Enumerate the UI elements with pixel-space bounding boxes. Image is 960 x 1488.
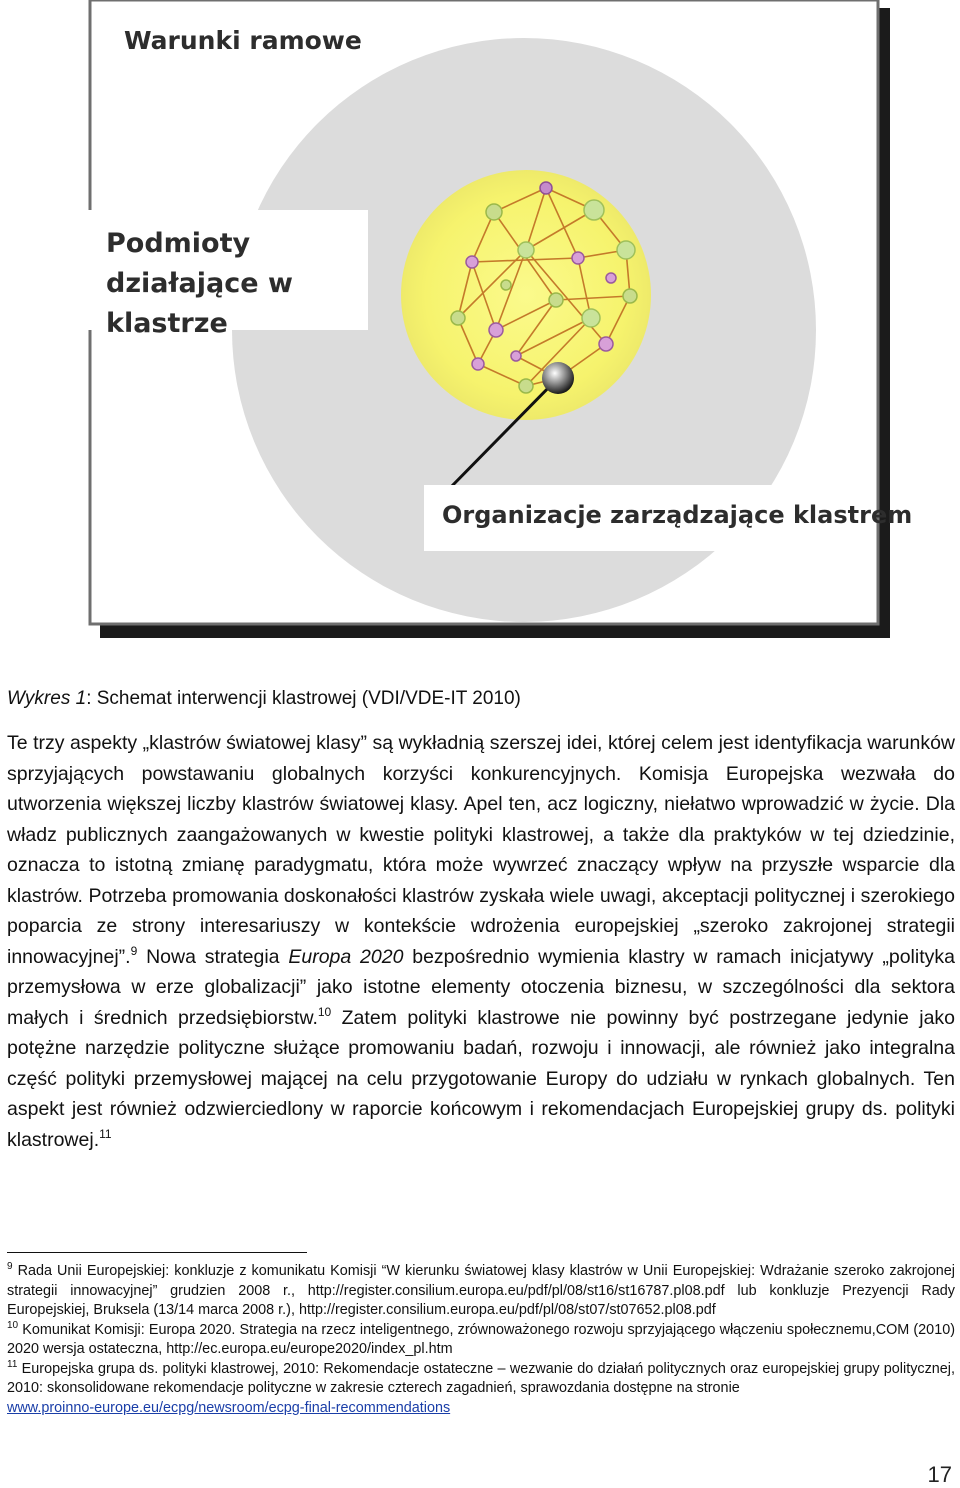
figure-caption (7, 688, 521, 710)
caption-text: : Schemat interwencji klastrowej (VDI/VDE-IT 2010) (86, 688, 521, 709)
europa-2020-title: Europa 2020 (288, 945, 404, 968)
footnote-ref-11[interactable]: 11 (99, 1126, 112, 1141)
footnote-ref-10[interactable]: 10 (317, 1004, 332, 1019)
caption-prefix: Wykres 1 (7, 688, 87, 709)
footnote-9 (7, 1262, 955, 1321)
body-text-part2: Nowa strategia (137, 945, 289, 968)
cluster-management-node (542, 362, 574, 394)
footnote-ref-9[interactable]: 9 (130, 943, 138, 958)
cluster-intervention-diagram (86, 0, 913, 640)
footnotes (7, 1262, 955, 1418)
body-paragraph (7, 728, 955, 1155)
framework-conditions-label: Warunki ramowe (124, 26, 362, 55)
page-number: 17 (927, 1462, 952, 1487)
cluster-management-label: Organizacje zarządzające klastrem (424, 485, 844, 551)
body-text-part1: Te trzy aspekty „klastrów światowej klasy” są wykładnią szerszej idei, której celem jest identyfikacja warunków sprzyjających powstawaniu globalnych korzyści konkurencyjnych. Komisja Europejska wezwała do utworzenia większej liczby klastrów światowej klasy. Apel ten, acz logiczny, niełatwo wprowadzić w życie. Dla władz publicznych zaangażowanych w kwestie polityki klastrowej, a także dla praktyków w tej dziedzinie, oznacza to istotną zmianę paradygmatu, która może wywrzeć znaczący wpływ na przyszłe wsparcie dla klastrów. Potrzeba promowania doskonałości klastrów zyskała wiele uwagi, akceptacji politycznej i szerokiego poparcia ze strony interesariuszy w kontekście wdrożenia europejskiej „szeroko zakrojonej strategii innowacyjnej”. (7, 732, 955, 968)
footnote-11 (7, 1360, 955, 1419)
footnote-11-number: 11 (7, 1358, 18, 1370)
footnote-separator (7, 1252, 307, 1253)
body-text-part3: bezpośrednio wymienia klastry w ramach inicjatywy „polityka przemysłowa w erze globalizacji” jako istotne elementy otoczenia biznesu, w szczególności dla sektora małych i średnich przedsiębiorstw. (7, 945, 955, 1029)
cluster-actors-label-line1: Podmioty działające w (106, 228, 293, 299)
ecpg-recommendations-link[interactable]: www.proinno-europe.eu/ecpg/newsroom/ecpg-final-recommendations (7, 1399, 451, 1416)
footnote-10 (7, 1321, 955, 1360)
footnote-9-number: 9 (7, 1261, 13, 1272)
footnote-10-text: Komunikat Komisji: Europa 2020. Strategia na rzecz inteligentnego, zrównoważonego rozwoju sprzyjającego włączeniu społecznemu,COM (2010) 2020 wersja ostateczna, http://ec.europa.eu/europe2020/index_pl.htm (7, 1321, 955, 1357)
body-text-part4: Zatem polityki klastrowe nie powinny być postrzegane jedynie jako potężne narzędzie polityczne służące promowaniu badań, rozwoju i innowacji, ale również jako integralna część polityki przemysłowej mającej na celu przygotowanie Europy do udziału w rynkach globalnych. Ten aspekt jest również odzwierciedlony w raporcie końcowym i rekomendacjach Europejskiej grupy ds. polityki klastrowej. (7, 1006, 956, 1151)
cluster-actors-label (86, 210, 368, 339)
footnote-11-text: Europejska grupa ds. polityki klastrowej, 2010: Rekomendacje ostateczne – wezwanie do działań politycznych oraz europejskiej grupy politycznej, 2010: skonsolidowane rekomendacje polityczne w zakresie czterech zagadnień, sprawozdania dostępne na stronie (7, 1360, 955, 1396)
footnote-9-text: Rada Unii Europejskiej: konkluzje z komunikatu Komisji “W kierunku światowej klasy klastrów w Unii Europejskiej: Wdrażanie szeroko zakrojonej strategii innowacyjnej” grudzien 2008 r., http://register.consilium.europa.eu/pdf/pl/08/st16/st16787.pl08.pdf lub konkluzje Prezyencji Rady Europejskiej, Bruksela (13/14 marca 2008 r.), http://register.consilium.europa.eu/pdf/pl/08/st07/st07652.pl08.pdf (7, 1263, 955, 1318)
footnote-10-number: 10 (7, 1319, 19, 1331)
cluster-actors-label-line2: klastrze (106, 308, 228, 339)
